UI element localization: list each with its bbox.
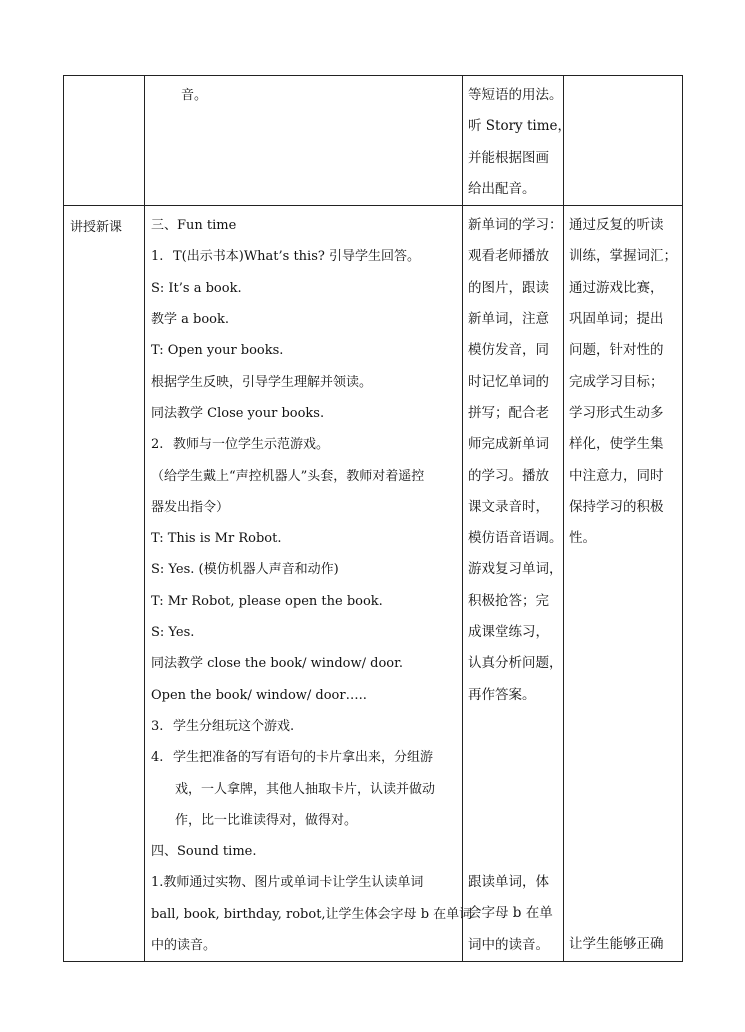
text-line: 根据学生反映，引导学生理解并领读。 xyxy=(151,374,373,390)
step-number: 2. xyxy=(151,437,164,453)
text-line: T: Open your books. xyxy=(151,343,284,359)
design-intent-cell xyxy=(564,206,683,962)
text-line: （给学生戴上“声控机器人”头套，教师对着遥控 xyxy=(151,468,425,484)
text-line: 通过游戏比赛， xyxy=(569,279,664,296)
text-line: 给出配音。 xyxy=(468,180,536,197)
text-line: 等短语的用法。 xyxy=(468,87,563,103)
text-line: 的学习。播放 xyxy=(468,467,549,484)
text-line: 模仿语音语调。 xyxy=(468,530,563,547)
text-line: 积极抢答；完 xyxy=(468,592,549,609)
lesson-plan-table xyxy=(63,75,683,962)
text-line: 会字母 b 在单 xyxy=(468,905,553,922)
text-line: 教师与一位学生示范游戏。 xyxy=(173,437,330,453)
text-line: 教学 a book. xyxy=(151,312,230,328)
text-line: 跟读单词，体 xyxy=(468,873,549,890)
stage-cell-empty xyxy=(64,76,145,206)
design-intent-cell-empty xyxy=(564,76,683,206)
text-line: 师完成新单词 xyxy=(468,436,549,453)
section-heading-fun-time: 三、Fun time xyxy=(151,218,237,234)
text-line: 器发出指令） xyxy=(151,499,230,515)
table-row-continuation xyxy=(64,76,683,206)
text-line: 样化，使学生集 xyxy=(569,436,664,453)
section-heading-sound-time: 四、Sound time. xyxy=(151,844,257,860)
text-line: 同法教学 close the book/ window/ door. xyxy=(151,656,404,672)
text-line: 认真分析问题， xyxy=(468,655,563,672)
text-line: ball, book, birthday, robot,让学生体会字母 b 在单词 xyxy=(151,906,473,922)
text-line: 戏，一人拿牌，其他人抽取卡片，认读并做动 xyxy=(175,781,436,797)
text-line: 1.教师通过实物、图片或单词卡让学生认读单词 xyxy=(151,875,424,891)
spacer xyxy=(468,711,561,867)
text-line: T: Mr Robot, please open the book. xyxy=(151,593,383,609)
text-line: 听 Story time， xyxy=(468,118,571,135)
text-line: 课文录音时， xyxy=(468,498,549,515)
step-number: 1. xyxy=(151,249,164,265)
text-line: 巩固单词；提出 xyxy=(569,311,664,328)
text-line: 同法教学 Close your books. xyxy=(151,405,325,421)
text-line: 模仿发音，同 xyxy=(468,342,549,359)
text-line: 问题，针对性的 xyxy=(569,342,664,359)
student-activity-cell xyxy=(463,76,571,206)
text-line: 训练，掌握词汇； xyxy=(569,248,677,265)
text-line: 并能根据图画 xyxy=(468,149,549,166)
text-line: S: Yes. xyxy=(151,625,195,641)
text-line: 拼写；配合老 xyxy=(468,404,549,421)
text-line: S: It’s a book. xyxy=(151,280,242,296)
text-line: 学生把准备的写有语句的卡片拿出来，分组游 xyxy=(173,750,434,766)
student-activity-cell xyxy=(463,206,564,962)
teacher-activity-cell xyxy=(145,206,473,962)
text-line: 时记忆单词的 xyxy=(468,373,549,390)
teacher-activity-cell xyxy=(145,76,463,206)
text-line: 再作答案。 xyxy=(468,686,536,703)
text-line: 新单词的学习： xyxy=(468,217,563,234)
text-line: 中注意力，同时 xyxy=(569,467,664,484)
stage-cell xyxy=(64,206,145,962)
text-line: 观看老师播放 xyxy=(468,248,549,265)
text-line: 词中的读音。 xyxy=(468,936,549,953)
text-line: 游戏复习单词， xyxy=(468,561,563,578)
text-line: 让学生能够正确 xyxy=(569,936,664,953)
text-line: 性。 xyxy=(569,530,596,547)
stage-label: 讲授新课 xyxy=(70,220,123,236)
text-line: T: This is Mr Robot. xyxy=(151,531,282,547)
spacer xyxy=(569,554,680,929)
step-number: 4. xyxy=(151,750,164,766)
text-line: 成课堂练习， xyxy=(468,624,549,641)
text-line: T(出示书本)What’s this? 引导学生回答。 xyxy=(173,249,420,265)
text-line: 新单词，注意 xyxy=(468,311,549,328)
text-line: 保持学习的积极 xyxy=(569,498,664,515)
text-line: 完成学习目标； xyxy=(569,373,664,390)
text-line: 中的读音。 xyxy=(151,938,217,954)
text-line: 作，比一比谁读得对，做得对。 xyxy=(175,812,358,828)
text-line: Open the book/ window/ door….. xyxy=(151,687,367,703)
text-line: 通过反复的听读 xyxy=(569,217,664,234)
step-number: 3. xyxy=(151,718,164,734)
text-line: S: Yes. (模仿机器人声音和动作) xyxy=(151,562,339,578)
text-line: 学习形式生动多 xyxy=(569,404,664,421)
table-row-new-lesson xyxy=(64,206,683,962)
text-line: 音。 xyxy=(181,88,208,103)
text-line: 的图片，跟读 xyxy=(468,279,549,296)
text-line: 学生分组玩这个游戏. xyxy=(173,718,295,734)
